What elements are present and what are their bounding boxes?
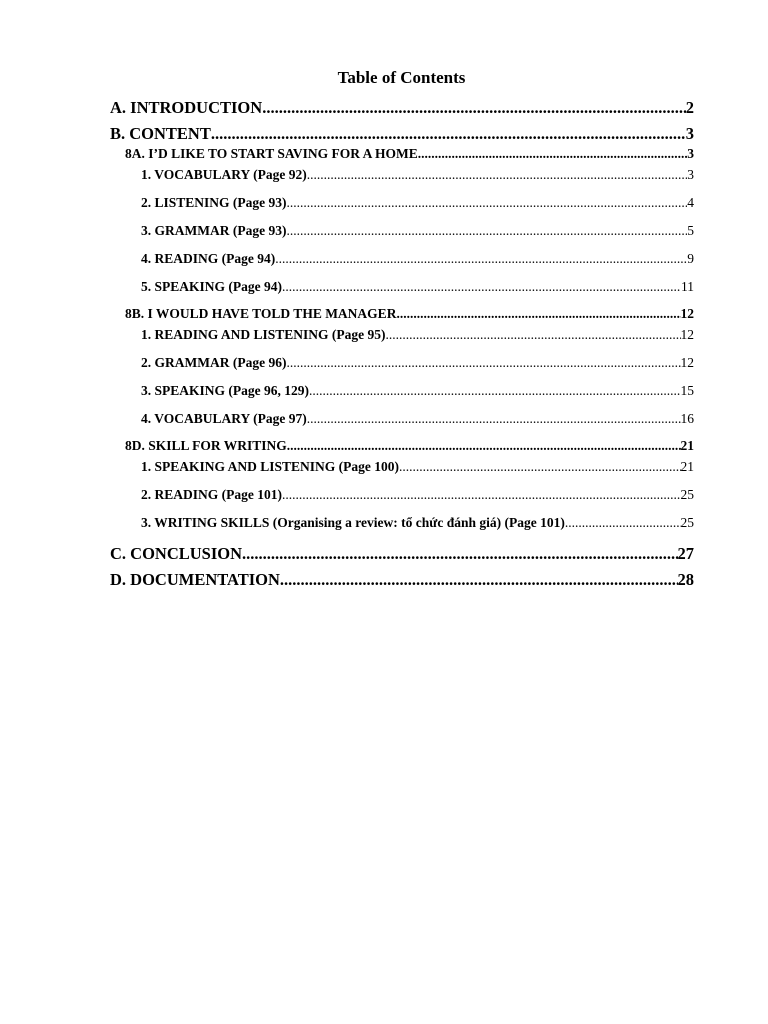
toc-entry-8d[interactable] [125,438,694,454]
toc-entry-label: B. CONTENT [110,124,211,143]
toc-entry-label: 3. GRAMMAR (Page 93) [141,223,287,238]
toc-entry-label: 1. READING AND LISTENING (Page 95) [141,327,386,342]
toc-entry-8a-listening[interactable] [141,195,694,211]
toc-page-number: 28 [677,570,694,589]
toc-page-number: 25 [680,487,694,502]
toc-entry-label: 3. WRITING SKILLS (Organising a review: tổ chức đánh giá) (Page 101) [141,515,565,530]
toc-title: Table of Contents [337,68,466,87]
toc-leader-dots [286,223,687,239]
toc-entry-label: 2. READING (Page 101) [141,487,282,502]
toc-leader-dots [386,327,681,343]
toc-leader-dots [211,124,686,144]
toc-leader-dots [282,279,681,295]
toc-leader-dots [418,146,688,162]
toc-page-number: 3 [687,146,694,161]
toc-leader-dots [275,251,687,267]
toc-entry-8a-reading[interactable] [141,251,694,267]
toc-page-number: 3 [687,167,694,182]
toc-page-number: 3 [685,124,694,143]
toc-page-number: 27 [677,544,694,563]
toc-entry-label: 2. LISTENING (Page 93) [141,195,287,210]
toc-entry-introduction[interactable] [110,98,694,118]
toc-entry-8b-grammar[interactable] [141,355,694,371]
toc-page-number: 25 [680,515,694,530]
toc-entry-label: 8A. I’D LIKE TO START SAVING FOR A HOME [125,146,418,161]
toc-leader-dots [280,570,678,590]
toc-page-number: 12 [680,306,694,321]
toc-leader-dots [287,195,688,211]
toc-entry-label: 4. READING (Page 94) [141,251,276,266]
toc-entry-label: 5. SPEAKING (Page 94) [141,279,282,294]
toc-page-number: 21 [680,438,694,453]
toc-entry-label: 8D. SKILL FOR WRITING [125,438,287,453]
toc-leader-dots [565,515,681,531]
toc-page-number: 11 [681,279,694,294]
toc-entry-8b[interactable] [125,306,694,322]
toc-page-number: 2 [685,98,694,117]
toc-entry-8b-reading-listening[interactable] [141,327,694,343]
toc-page-number: 16 [680,411,694,426]
toc-leader-dots [286,355,680,371]
toc-entry-conclusion[interactable] [110,544,694,564]
toc-entry-label: C. CONCLUSION [110,544,243,563]
toc-leader-dots [287,438,681,454]
toc-entry-8d-writing-skills[interactable] [141,515,694,531]
toc-entry-content[interactable] [110,124,694,144]
toc-leader-dots [399,459,680,475]
toc-leader-dots [309,383,681,399]
toc-entry-label: 1. VOCABULARY (Page 92) [141,167,307,182]
toc-entry-label: 8B. I WOULD HAVE TOLD THE MANAGER [125,306,397,321]
toc-leader-dots [307,411,681,427]
toc-leader-dots [242,544,677,564]
toc-page-number: 12 [680,327,694,342]
toc-entry-label: D. DOCUMENTATION [110,570,280,589]
toc-entry-8a-vocabulary[interactable] [141,167,694,183]
toc-leader-dots [396,306,680,322]
toc-page-number: 12 [680,355,694,370]
toc-entry-8a-speaking[interactable] [141,279,694,295]
toc-page-number: 4 [687,195,694,210]
toc-page-number: 21 [680,459,694,474]
toc-entry-8a-grammar[interactable] [141,223,694,239]
toc-page-number: 5 [687,223,694,238]
toc-entry-8d-reading[interactable] [141,487,694,503]
toc-page-number: 15 [680,383,694,398]
toc-entry-label: 3. SPEAKING (Page 96, 129) [141,383,309,398]
toc-entry-label: 4. VOCABULARY (Page 97) [141,411,307,426]
toc-entry-documentation[interactable] [110,570,694,590]
toc-entry-8b-vocabulary[interactable] [141,411,694,427]
toc-leader-dots [262,98,686,118]
toc-entry-label: 2. GRAMMAR (Page 96) [141,355,287,370]
toc-entry-label: 1. SPEAKING AND LISTENING (Page 100) [141,459,400,474]
toc-entry-8b-speaking[interactable] [141,383,694,399]
toc-entry-8d-speaking-listening[interactable] [141,459,694,475]
toc-entry-label: A. INTRODUCTION [110,98,263,117]
toc-entry-8a[interactable] [125,146,694,162]
toc-leader-dots [307,167,688,183]
toc-page-number: 9 [687,251,694,266]
toc-leader-dots [282,487,681,503]
